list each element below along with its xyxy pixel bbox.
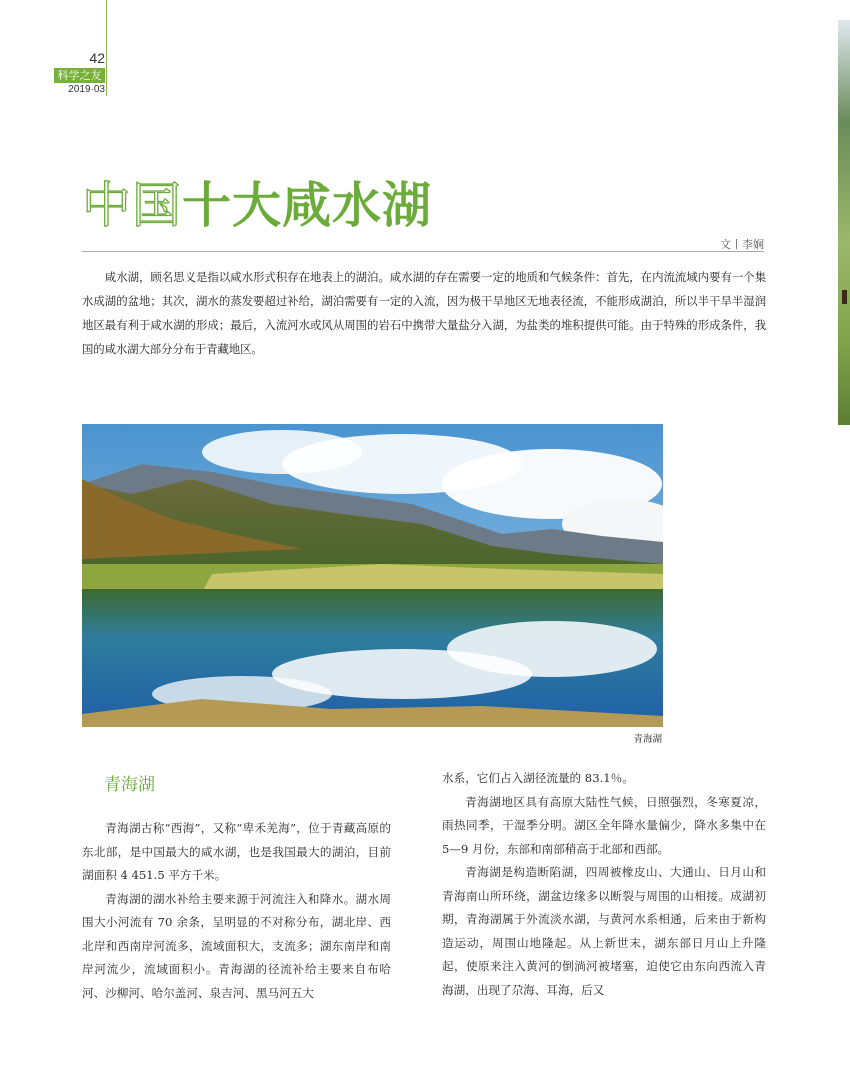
body-paragraph-continuation: 水系，它们占入湖径流量的 83.1％。 xyxy=(442,771,634,785)
left-column xyxy=(82,817,391,1005)
qinghai-lake-photo xyxy=(82,424,663,727)
article-title xyxy=(82,176,432,236)
body-paragraph: 青海湖古称“西海”，又称“卑禾羌海”，位于青藏高原的东北部，是中国最大的咸水湖，也是我国最大的湖泊，目前湖面积 4 451.5 平方千米。 xyxy=(82,821,391,882)
right-column xyxy=(442,767,766,1002)
issue-date: 2019·03 xyxy=(68,84,105,95)
title-bold-part: 十大咸水湖 xyxy=(182,177,433,234)
magazine-name-label: 科学之友 xyxy=(54,68,105,83)
body-paragraph: 青海湖地区具有高原大陆性气候，日照强烈，冬寒夏凉，雨热同季，干湿季分明。湖区全年降水量偏少，降水多集中在 5—9 月份，东部和南部稍高于北部和西部。 xyxy=(442,794,766,856)
section-heading-qinghai: 青海湖 xyxy=(104,775,155,795)
intro-text: 咸水湖，顾名思义是指以咸水形式积存在地表上的湖泊。咸水湖的存在需要一定的地质和气候条件：首先，在内流流域内要有一个集水成湖的盆地；其次，湖水的蒸发要超过补给，湖泊需要有一定的入流，因为极干旱地区无地表径流，不能形成湖泊，所以半干旱半湿润地区最有利于咸水湖的形成；最后，入流河水或风从周围的岩石中携带大量盐分入湖，为盐类的堆积提供可能。由于特殊的形成条件，我国的咸水湖大部分分布于青藏地区。 xyxy=(82,270,766,356)
body-paragraph: 青海湖的湖水补给主要来源于河流注入和降水。湖水周围大小河流有 70 余条，呈明显的不对称分布，湖北岸、西北岸和西南岸河流多，流域面积大，支流多；湖东南岸和南岸河流少，流域面积小。青海湖的径流补给主要来自布哈河、沙柳河、哈尔盖河、泉吉河、黑马河五大 xyxy=(82,891,391,1000)
body-paragraph: 青海湖是构造断陷湖，四周被橡皮山、大通山、日月山和青海南山所环绕，湖盆边缘多以断裂与周围的山相接。成湖初期，青海湖属于外流淡水湖，与黄河水系相通，后来由于新构造运动，周围山地隆起。从上新世末，湖东部日月山上升隆起，使原来注入黄河的倒淌河被堵塞，迫使它由东向西流入青海湖，出现了尕海、耳海，后又 xyxy=(442,865,766,997)
page-number: 42 xyxy=(89,50,105,66)
header-divider-line xyxy=(106,0,107,96)
edge-photo-fragment xyxy=(838,20,850,425)
author-byline: 文丨李娴 xyxy=(720,238,764,251)
title-light-part: 中国 xyxy=(82,177,183,234)
photo-caption: 青海湖 xyxy=(633,734,662,745)
intro-paragraph xyxy=(82,265,766,361)
title-rule xyxy=(82,251,764,252)
